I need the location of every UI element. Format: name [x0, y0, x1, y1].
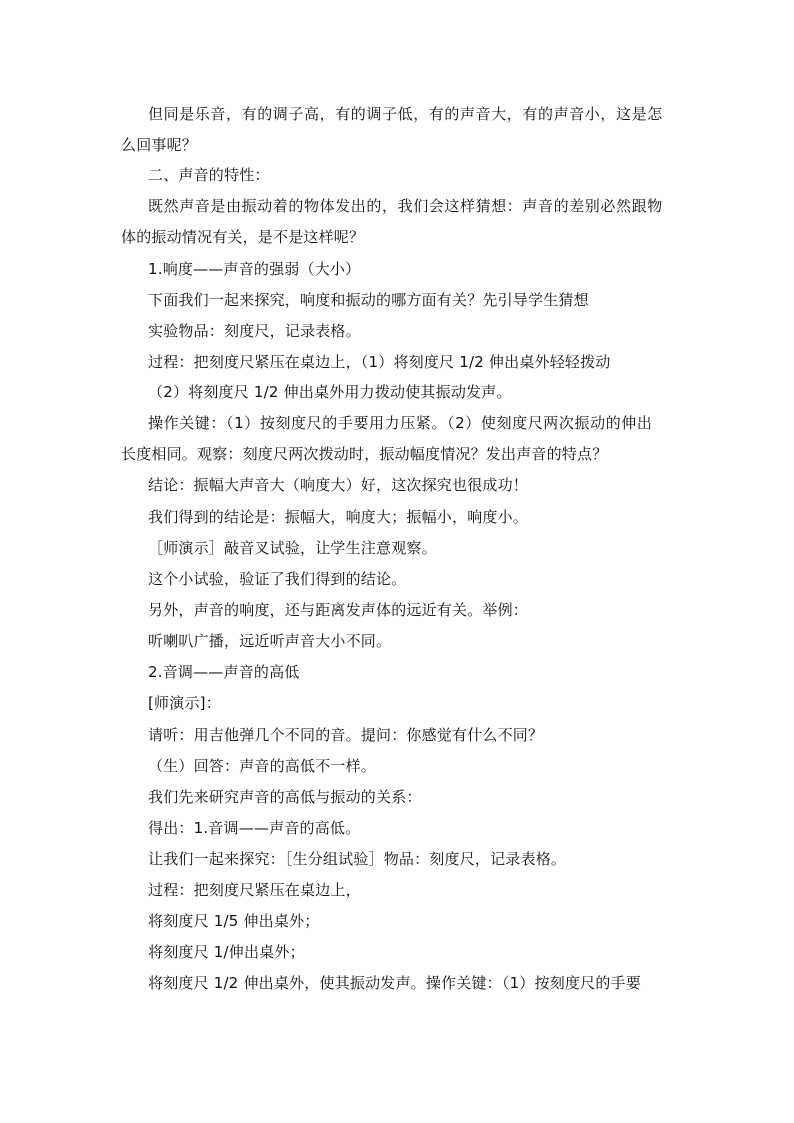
subsection-heading: 2.音调——声音的高低 [148, 663, 300, 681]
paragraph-line: 既然声音是由振动着的物体发出的，我们会这样猜想：声音的差别必然跟物 [148, 197, 663, 215]
paragraph-line: 将刻度尺 1/5 伸出桌外； [148, 912, 320, 930]
section-heading: 二、声音的特性： [148, 166, 270, 184]
paragraph-line: 结论：振幅大声音大（响度大）好，这次探究也很成功！ [148, 476, 529, 494]
paragraph-line: 操作关键：（1）按刻度尺的手要用力压紧。（2）使刻度尺两次振动的伸出 [148, 414, 653, 432]
paragraph-line: 过程：把刻度尺紧压在桌边上，（1）将刻度尺 1/2 伸出桌外轻轻拨动 [148, 353, 611, 371]
paragraph-line: 得出：1.音调——声音的高低。 [148, 819, 361, 837]
paragraph-line: 长度相同。观察：刻度尺两次拨动时，振动幅度情况？发出声音的特点？ [121, 445, 608, 463]
subsection-heading: 1.响度——声音的强弱（大小） [148, 260, 361, 278]
paragraph-line: （生）回答：声音的高低不一样。 [148, 757, 377, 775]
paragraph-line: 将刻度尺 1/2 伸出桌外，使其振动发声。操作关键：（1）按刻度尺的手要 [148, 974, 641, 992]
paragraph-line: 么回事呢？ [121, 136, 198, 154]
paragraph-line: 让我们一起来探究：［生分组试验］物品：刻度尺，记录表格。 [148, 850, 567, 868]
paragraph-line: 将刻度尺 1/伸出桌外； [148, 943, 305, 961]
paragraph-line: 这个小试验，验证了我们得到的结论。 [148, 570, 407, 588]
paragraph-line: 我们先来研究声音的高低与振动的关系： [148, 788, 422, 806]
paragraph-line: 我们得到的结论是：振幅大，响度大；振幅小，响度小。 [148, 508, 529, 526]
paragraph-line: 体的振动情况有关，是不是这样呢？ [121, 228, 365, 246]
paragraph-line: 实验物品：刻度尺，记录表格。 [148, 322, 361, 340]
paragraph-line: 下面我们一起来探究，响度和振动的哪方面有关？先引导学生猜想 [148, 291, 589, 309]
paragraph-line: ［师演示］敲音叉试验，让学生注意观察。 [148, 539, 437, 557]
paragraph-line: 但同是乐音，有的调子高，有的调子低，有的声音大，有的声音小，这是怎 [148, 105, 663, 123]
paragraph-line: 请听：用吉他弹几个不同的音。提问：你感觉有什么不同？ [148, 726, 544, 744]
paragraph-line: （2）将刻度尺 1/2 伸出桌外用力拨动使其振动发声。 [148, 383, 512, 401]
paragraph-line: 另外，声音的响度，还与距离发声体的远近有关。举例： [148, 601, 529, 619]
paragraph-line: [师演示]： [148, 694, 221, 712]
paragraph-line: 听喇叭广播，远近听声音大小不同。 [148, 632, 392, 650]
paragraph-line: 过程：把刻度尺紧压在桌边上， [148, 881, 361, 899]
